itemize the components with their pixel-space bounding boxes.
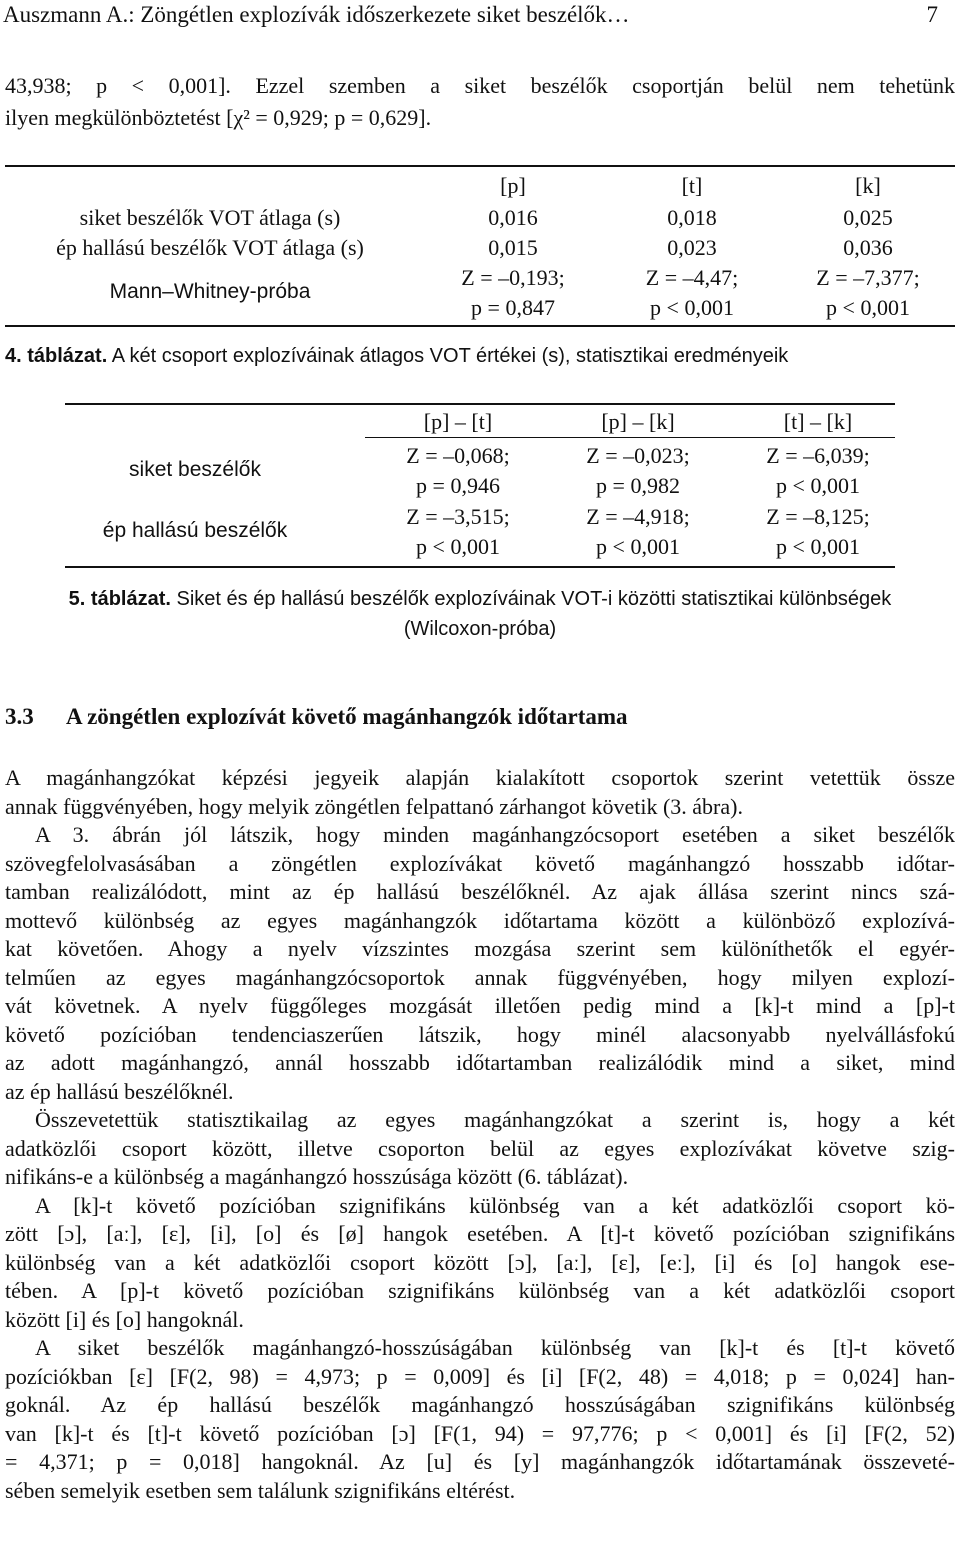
column-header: [p] – [k] (601, 409, 675, 434)
row-label: ép hallású beszélők VOT átlaga (s) (56, 235, 364, 260)
table-cell: Z = –4,918; (586, 504, 690, 529)
table-cell: p < 0,001 (776, 534, 860, 559)
table-cell: Z = –6,039; (766, 443, 870, 468)
table-bottom-rule (5, 325, 955, 327)
column-header: [t] – [k] (783, 409, 853, 434)
table-4 (5, 165, 955, 327)
table-cell: p < 0,001 (826, 295, 910, 320)
section-title: A zöngétlen explozívát követő magánhangzók időtartama (65, 704, 628, 729)
table-cell: Z = –0,023; (586, 443, 690, 468)
paragraph-line: mottevő különbség az egyes magánhangzók időtartama között a különböző explozívá- (5, 907, 955, 933)
paragraph-line: annak függvényében, hogy melyik zöngétlen felpattanó zárhangot követik (3. ábra). (5, 793, 743, 819)
header-title: Auszmann A.: Zöngétlen explozívák időszerkezete siket beszélők… (3, 2, 630, 27)
paragraph-line: nifikáns-e a különbség a magánhangzó hosszúsága között (6. táblázat). (5, 1164, 629, 1189)
caption-text: A két csoport explozíváinak átlagos VOT értékei (s), statisztikai eredményeik (111, 345, 789, 367)
table-5-caption-line-2: (Wilcoxon-próba) (403, 618, 557, 640)
row-label: siket beszélők (129, 458, 261, 481)
paragraph-line: különbség van a két adatközlői csoport között [ɔ], [aː], [ɛ], [eː], [i] és [o] hangok ese- (5, 1249, 955, 1275)
paragraph-line: szövegfelolvasásában a zöngétlen explozívákat követő magánhangzó hosszabb időtar- (5, 850, 955, 876)
paragraph-line: az adott magánhangzó, annál hosszabb időtartamban realizálódik mind a siket, mind (5, 1050, 955, 1075)
running-header (3, 2, 938, 34)
column-header: [k] (855, 173, 881, 198)
table-cell: 0,025 (843, 205, 893, 230)
paragraph-line: zött [ɔ], [aː], [ɛ], [i], [o] és [ø] hangok esetében. A [t]-t követő pozícióban szignifikáns (5, 1221, 955, 1246)
table-cell: p = 0,946 (416, 473, 500, 498)
paragraph-line: között [i] és [o] hangoknál. (5, 1306, 244, 1332)
table-header-rule (365, 437, 895, 438)
table-cell: Z = –0,193; (461, 265, 565, 290)
table-row (5, 205, 955, 235)
table-cell: p < 0,001 (596, 534, 680, 559)
paragraph-line: adatközlői csoport között, illetve csoporton belül az egyes explozívákat követve szig- (5, 1135, 955, 1161)
table-cell: p = 0,847 (471, 295, 555, 320)
row-label: siket beszélők VOT átlaga (s) (79, 205, 341, 230)
intro-line-1: 43,938; p < 0,001]. Ezzel szemben a siket beszélők csoportján belül nem tehetünk (5, 73, 955, 98)
table-row (5, 235, 955, 265)
column-header: [t] (681, 173, 703, 198)
table-cell: 0,016 (488, 205, 538, 230)
paragraph-line: Összevetettük statisztikailag az egyes magánhangzókat a szerint is, hogy a két (35, 1107, 955, 1132)
table-cell: p < 0,001 (776, 473, 860, 498)
paragraph-line: van [k]-t és [t]-t követő pozícióban [ɔ] [F(1, 94) = 97,776; p < 0,001] és [i] [F(2, 52) (5, 1420, 955, 1446)
table-cell: 0,015 (488, 235, 538, 260)
table-cell: p = 0,982 (596, 473, 680, 498)
table-cell: 0,036 (843, 235, 893, 260)
page-number: 7 (926, 2, 938, 27)
table-top-rule (5, 165, 955, 167)
paragraph-line: az ép hallású beszélőknél. (5, 1078, 234, 1104)
table-top-rule (65, 403, 895, 405)
paragraph-line: sében semelyik esetben sem találunk szignifikáns eltérést. (5, 1477, 516, 1503)
table-5 (65, 403, 895, 568)
intro-line-2: ilyen megkülönböztetést [χ² = 0,929; p = 0,629]. (5, 105, 432, 130)
paragraph-line: A [k]-t követő pozícióban szignifikáns különbség van a két adatközlői csoport kö- (35, 1192, 955, 1218)
column-header: [p] (500, 173, 526, 198)
paragraph-line: tamban realizálódott, mint az ép hallású beszélőknél. Az ajak állása szerint nincs szá- (5, 879, 955, 904)
column-header: [p] – [t] (423, 409, 493, 434)
section-heading (5, 704, 628, 730)
table-bottom-rule (65, 566, 895, 568)
table-cell: Z = –7,377; (816, 265, 920, 290)
table-cell: Z = –3,515; (406, 504, 510, 529)
table-cell: p < 0,001 (650, 295, 734, 320)
paragraph-line: kat követően. Ahogy a nyelv vízszintes mozgása szerint sem különíthetők el egyér- (5, 936, 955, 961)
table-header-row (5, 173, 955, 203)
paragraph-line: vát követnek. A nyelv függőleges mozgását illetően pedig mind a [k]-t mind a [p]-t (5, 993, 955, 1018)
row-label: ép hallású beszélők (102, 519, 288, 542)
paragraph-line: pozíciókban [ɛ] [F(2, 98) = 4,973; p = 0,009] és [i] [F(2, 48) = 4,018; p = 0,024] han- (5, 1363, 955, 1389)
paragraph-line: A magánhangzókat képzési jegyeik alapján kialakított csoportok szerint vetettük össze (5, 765, 955, 790)
paragraph-line: A siket beszélők magánhangzó-hosszúságában különbség van [k]-t és [t]-t követő (35, 1335, 955, 1360)
caption-label: 4. táblázat. (5, 345, 108, 367)
row-label: Mann–Whitney-próba (109, 280, 311, 303)
caption-label: 5. táblázat. (68, 588, 171, 610)
paragraph-line: goknál. Az ép hallású beszélők magánhangzó hosszúságában szignifikáns különbség (5, 1392, 955, 1417)
paragraph-line: telműen az egyes magánhangzócsoportok annak függvényében, hogy milyen explozí- (5, 964, 955, 990)
table-cell: Z = –0,068; (406, 443, 510, 468)
table-4-caption (5, 345, 788, 368)
body-text (5, 764, 955, 1505)
paragraph-line: tében. A [p]-t követő pozícióban szignifikáns különbség van a két adatközlői csoport (5, 1278, 955, 1303)
table-cell: 0,023 (667, 235, 717, 260)
table-cell: p < 0,001 (416, 534, 500, 559)
table-5-caption (0, 588, 960, 611)
section-number: 3.3 (5, 704, 34, 729)
paragraph-line: = 4,371; p = 0,018] hangoknál. Az [u] és [y] magánhangzók időtartamának összeveté- (5, 1449, 955, 1474)
table-cell: Z = –4,47; (645, 265, 739, 290)
paragraph-line: A 3. ábrán jól látszik, hogy minden magánhangzócsoport esetében a siket beszélők (35, 822, 955, 847)
table-cell: Z = –8,125; (766, 504, 870, 529)
table-cell: 0,018 (667, 205, 717, 230)
caption-text: Siket és ép hallású beszélők explozíváinak VOT-i közötti statisztikai különbségek (176, 588, 892, 610)
paragraph-line: követő pozícióban tendenciaszerűen látszik, hogy minél alacsonyabb nyelvállásfokú (5, 1021, 955, 1047)
